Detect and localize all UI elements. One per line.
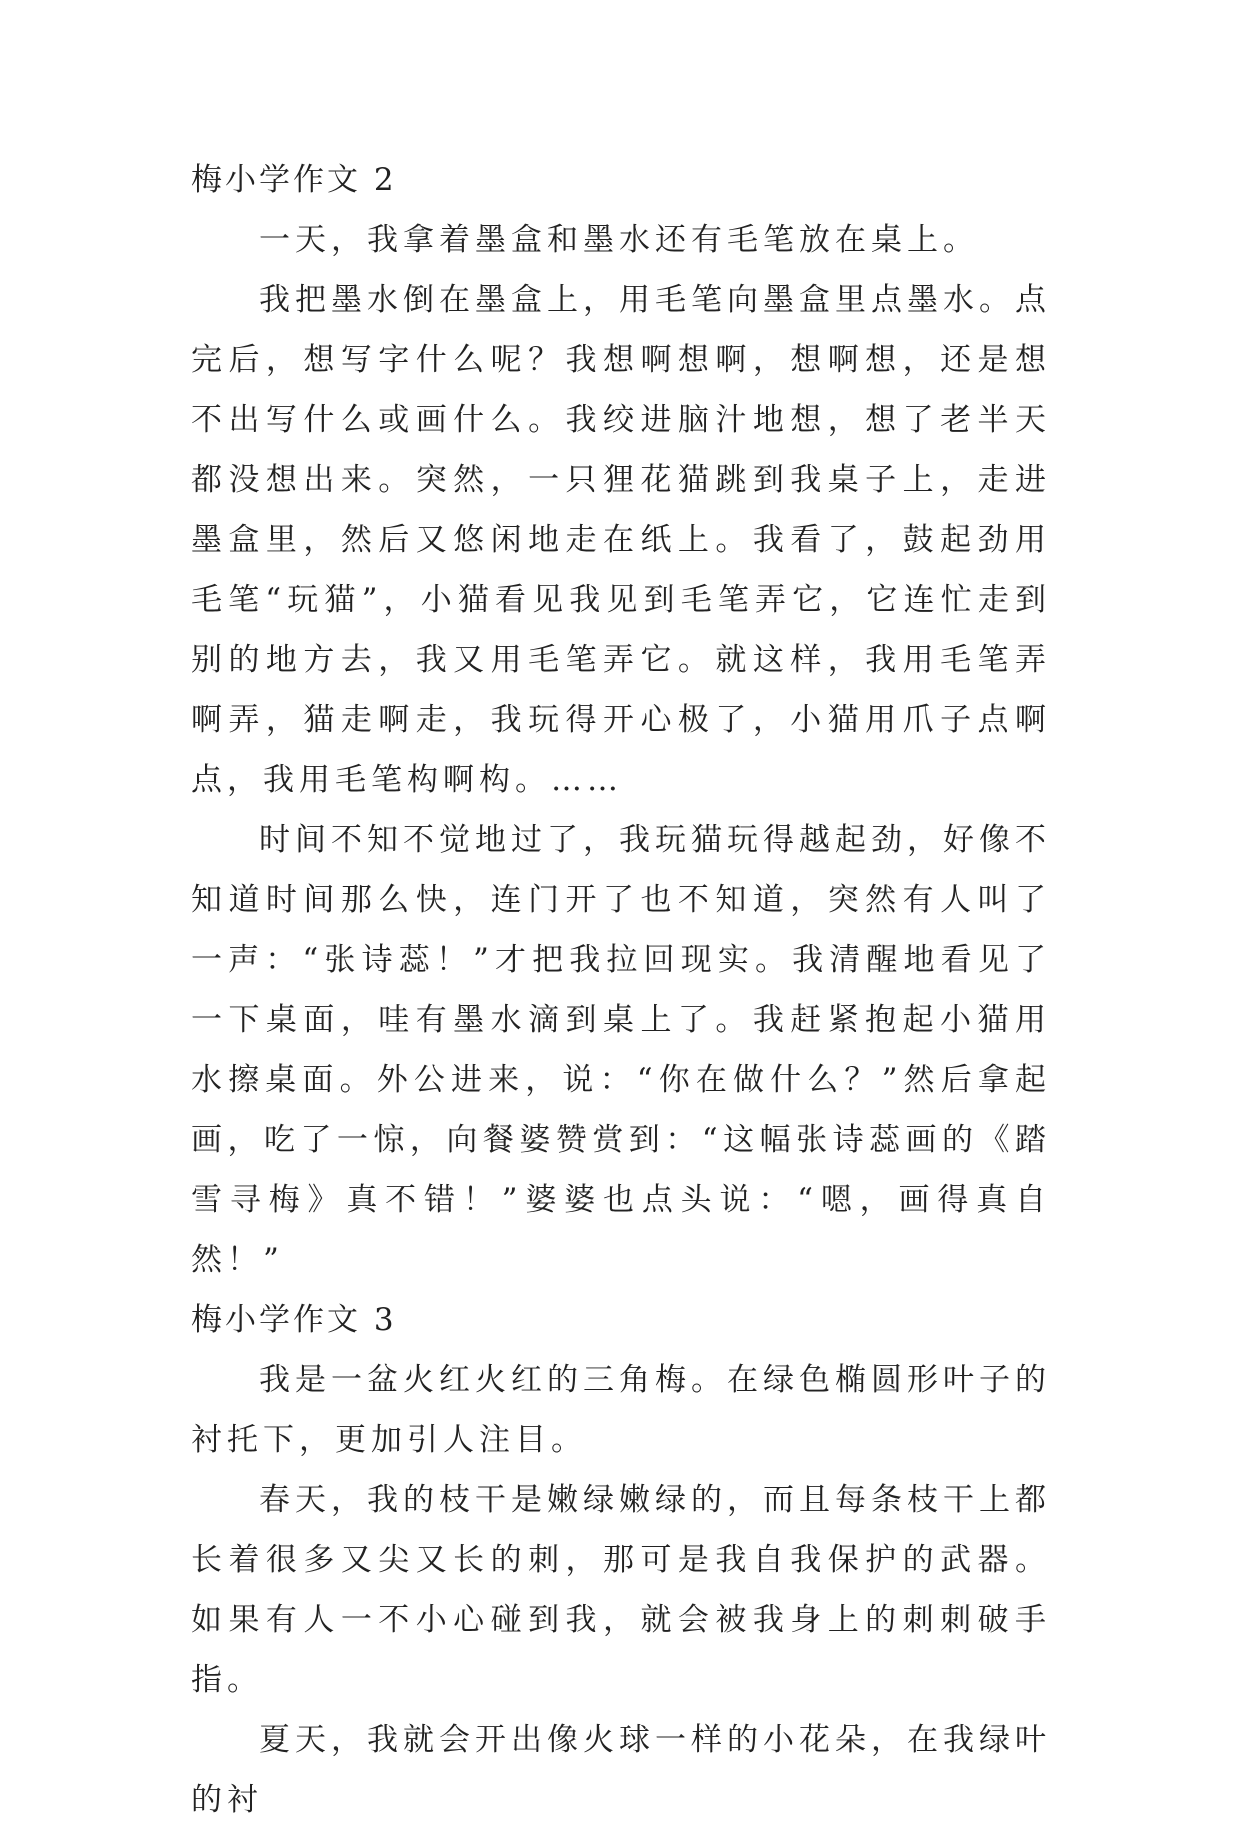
- paragraph: 时间不知不觉地过了，我玩猫玩得越起劲，好像不知道时间那么快，连门开了也不知道，突然有人叫了一声：“张诗蕊！”才把我拉回现实。我清醒地看见了一下桌面，哇有墨水滴到桌上了。我赶紧抱起小猫用水擦桌面。外公进来，说：“你在做什么？”然后拿起画，吃了一惊，向餐婆赞赏到：“这幅张诗蕊画的《踏雪寻梅》真不错！”婆婆也点头说：“嗯，画得真自然！”: [191, 822, 1051, 1278]
- paragraph: 我把墨水倒在墨盒上，用毛笔向墨盒里点墨水。点完后，想写字什么呢？我想啊想啊，想啊想，还是想不出写什么或画什么。我绞进脑汁地想，想了老半天都没想出来。突然，一只狸花猫跳到我桌子上，走进墨盒里，然后又悠闲地走在纸上。我看了，鼓起劲用毛笔“玩猫”，小猫看见我见到毛笔弄它，它连忙走到别的地方去，我又用毛笔弄它。就这样，我用毛笔弄啊弄，猫走啊走，我玩得开心极了，小猫用爪子点啊点，我用毛笔构啊构。……: [191, 282, 1051, 798]
- paragraph: 夏天，我就会开出像火球一样的小花朵，在我绿叶的衬: [191, 1722, 1051, 1818]
- document-body: [191, 150, 1051, 1830]
- paragraph: 春天，我的枝干是嫩绿嫩绿的，而且每条枝干上都长着很多又尖又长的刺，那可是我自我保护的武器。如果有人一不小心碰到我，就会被我身上的刺刺破手指。: [191, 1482, 1051, 1698]
- section-heading: 梅小学作文 2: [191, 162, 397, 198]
- paragraph: 一天，我拿着墨盒和墨水还有毛笔放在桌上。: [259, 222, 979, 258]
- section-heading: 梅小学作文 3: [191, 1302, 397, 1338]
- paragraph: 我是一盆火红火红的三角梅。在绿色椭圆形叶子的衬托下，更加引人注目。: [191, 1362, 1051, 1458]
